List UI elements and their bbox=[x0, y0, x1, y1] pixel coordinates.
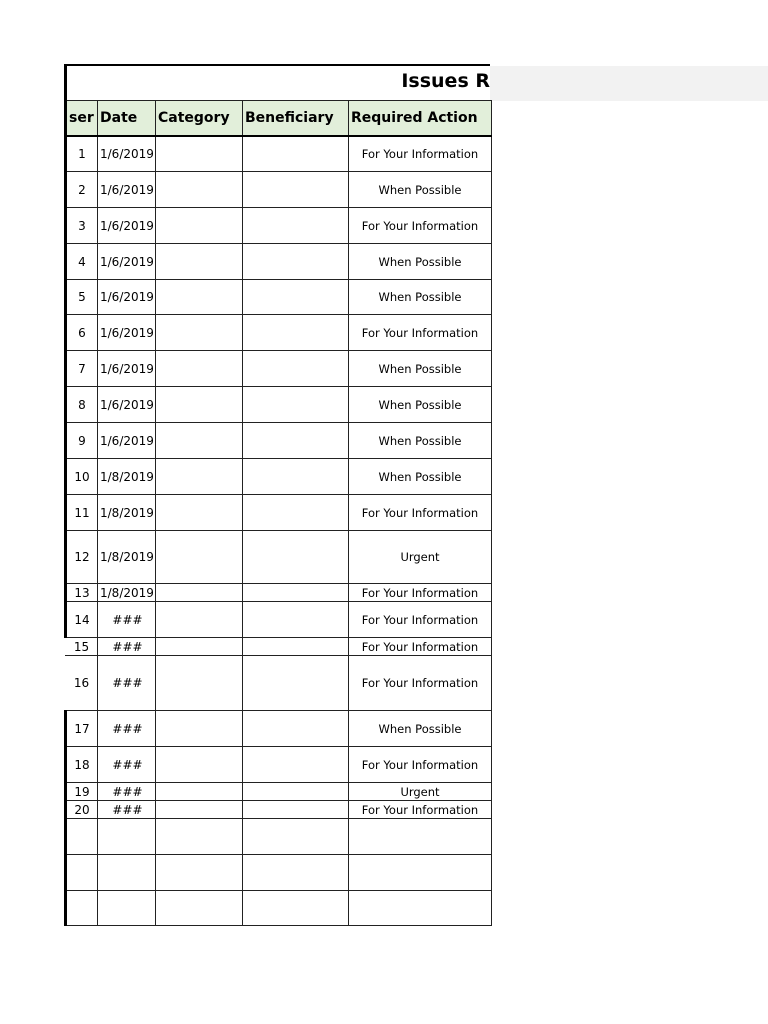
cell-category[interactable] bbox=[156, 351, 243, 387]
cell-category[interactable] bbox=[156, 387, 243, 423]
cell-required-action[interactable]: For Your Information bbox=[349, 656, 492, 711]
cell-beneficiary[interactable] bbox=[243, 531, 349, 584]
cell-beneficiary[interactable] bbox=[243, 351, 349, 387]
cell-date[interactable]: 1/6/2019 bbox=[98, 244, 156, 280]
table-row bbox=[66, 891, 492, 926]
cell-required-action[interactable] bbox=[349, 819, 492, 855]
table-row bbox=[66, 172, 492, 208]
issues-table bbox=[64, 100, 492, 926]
cell-required-action[interactable]: For Your Information bbox=[349, 747, 492, 783]
cell-category[interactable] bbox=[156, 783, 243, 801]
cell-required-action[interactable] bbox=[349, 891, 492, 926]
table-row bbox=[66, 459, 492, 495]
cell-beneficiary[interactable] bbox=[243, 280, 349, 315]
cell-ser[interactable]: 20 bbox=[66, 801, 98, 819]
cell-ser[interactable]: 10 bbox=[66, 459, 98, 495]
cell-date[interactable] bbox=[98, 891, 156, 926]
cell-date[interactable]: ### bbox=[98, 638, 156, 656]
header-beneficiary[interactable]: Beneficiary bbox=[243, 101, 349, 136]
cell-date[interactable]: ### bbox=[98, 711, 156, 747]
cell-ser[interactable]: 4 bbox=[66, 244, 98, 280]
cell-ser[interactable]: 9 bbox=[66, 423, 98, 459]
cell-ser[interactable]: 17 bbox=[66, 711, 98, 747]
cell-beneficiary[interactable] bbox=[243, 711, 349, 747]
cell-category[interactable] bbox=[156, 656, 243, 711]
table-row bbox=[66, 280, 492, 315]
cell-required-action[interactable]: For Your Information bbox=[349, 638, 492, 656]
cell-ser[interactable]: 2 bbox=[66, 172, 98, 208]
cell-ser[interactable]: 18 bbox=[66, 747, 98, 783]
cell-date[interactable]: 1/6/2019 bbox=[98, 136, 156, 172]
cell-beneficiary[interactable] bbox=[243, 747, 349, 783]
cell-date[interactable]: 1/8/2019 bbox=[98, 584, 156, 602]
table-row bbox=[66, 351, 492, 387]
table-row bbox=[66, 315, 492, 351]
cell-category[interactable] bbox=[156, 459, 243, 495]
cell-category[interactable] bbox=[156, 136, 243, 172]
sheet-title: Issues R bbox=[401, 70, 490, 92]
cell-beneficiary[interactable] bbox=[243, 172, 349, 208]
cell-required-action[interactable]: For Your Information bbox=[349, 801, 492, 819]
table-row bbox=[66, 208, 492, 244]
cell-ser[interactable] bbox=[66, 891, 98, 926]
cell-ser[interactable]: 7 bbox=[66, 351, 98, 387]
cell-date[interactable]: ### bbox=[98, 801, 156, 819]
cell-category[interactable] bbox=[156, 638, 243, 656]
cell-ser[interactable]: 13 bbox=[66, 584, 98, 602]
cell-date[interactable] bbox=[98, 819, 156, 855]
cell-required-action[interactable]: When Possible bbox=[349, 423, 492, 459]
cell-date[interactable]: 1/6/2019 bbox=[98, 423, 156, 459]
cell-ser[interactable]: 11 bbox=[66, 495, 98, 531]
cell-category[interactable] bbox=[156, 819, 243, 855]
table-row bbox=[66, 783, 492, 801]
cell-ser[interactable]: 6 bbox=[66, 315, 98, 351]
cell-ser[interactable]: 5 bbox=[66, 280, 98, 315]
cell-category[interactable] bbox=[156, 244, 243, 280]
cell-category[interactable] bbox=[156, 855, 243, 891]
cell-date[interactable]: 1/6/2019 bbox=[98, 315, 156, 351]
cell-required-action[interactable]: When Possible bbox=[349, 459, 492, 495]
cell-required-action[interactable]: When Possible bbox=[349, 172, 492, 208]
cell-category[interactable] bbox=[156, 584, 243, 602]
cell-beneficiary[interactable] bbox=[243, 584, 349, 602]
table-row bbox=[66, 819, 492, 855]
cell-beneficiary[interactable] bbox=[243, 801, 349, 819]
cell-required-action[interactable]: For Your Information bbox=[349, 315, 492, 351]
header-date[interactable]: Date bbox=[98, 101, 156, 136]
cell-ser[interactable]: 15 bbox=[66, 638, 98, 656]
header-row bbox=[66, 101, 492, 136]
cell-beneficiary[interactable] bbox=[243, 423, 349, 459]
cell-category[interactable] bbox=[156, 747, 243, 783]
cell-required-action[interactable]: For Your Information bbox=[349, 602, 492, 638]
table-row bbox=[66, 656, 492, 711]
cell-required-action[interactable]: When Possible bbox=[349, 351, 492, 387]
cell-required-action[interactable] bbox=[349, 855, 492, 891]
cell-date[interactable]: 1/6/2019 bbox=[98, 351, 156, 387]
table-row bbox=[66, 855, 492, 891]
cell-ser[interactable]: 3 bbox=[66, 208, 98, 244]
table-row bbox=[66, 801, 492, 819]
cell-required-action[interactable]: When Possible bbox=[349, 244, 492, 280]
cell-category[interactable] bbox=[156, 280, 243, 315]
cell-date[interactable]: 1/6/2019 bbox=[98, 208, 156, 244]
cell-date[interactable]: ### bbox=[98, 656, 156, 711]
table-row bbox=[66, 584, 492, 602]
table-row bbox=[66, 602, 492, 638]
cell-category[interactable] bbox=[156, 315, 243, 351]
cell-category[interactable] bbox=[156, 423, 243, 459]
cell-beneficiary[interactable] bbox=[243, 855, 349, 891]
cell-beneficiary[interactable] bbox=[243, 459, 349, 495]
cell-ser[interactable]: 12 bbox=[66, 531, 98, 584]
table-row bbox=[66, 638, 492, 656]
cell-beneficiary[interactable] bbox=[243, 891, 349, 926]
cell-required-action[interactable]: When Possible bbox=[349, 711, 492, 747]
header-ser[interactable]: ser bbox=[66, 101, 98, 136]
cell-date[interactable] bbox=[98, 855, 156, 891]
cell-beneficiary[interactable] bbox=[243, 315, 349, 351]
header-category[interactable]: Category bbox=[156, 101, 243, 136]
cell-category[interactable] bbox=[156, 172, 243, 208]
cell-required-action[interactable]: When Possible bbox=[349, 387, 492, 423]
cell-required-action[interactable]: When Possible bbox=[349, 280, 492, 315]
cell-category[interactable] bbox=[156, 602, 243, 638]
title-cell[interactable] bbox=[64, 64, 490, 100]
cell-required-action[interactable]: Urgent bbox=[349, 531, 492, 584]
cell-required-action[interactable]: For Your Information bbox=[349, 495, 492, 531]
cell-date[interactable]: 1/8/2019 bbox=[98, 459, 156, 495]
cell-beneficiary[interactable] bbox=[243, 783, 349, 801]
table-row bbox=[66, 495, 492, 531]
table-row bbox=[66, 423, 492, 459]
cell-beneficiary[interactable] bbox=[243, 495, 349, 531]
table-body bbox=[66, 136, 492, 926]
cell-category[interactable] bbox=[156, 891, 243, 926]
cell-date[interactable]: ### bbox=[98, 602, 156, 638]
cell-beneficiary[interactable] bbox=[243, 656, 349, 711]
cell-category[interactable] bbox=[156, 711, 243, 747]
table-row bbox=[66, 711, 492, 747]
cell-category[interactable] bbox=[156, 531, 243, 584]
cell-beneficiary[interactable] bbox=[243, 387, 349, 423]
table-row bbox=[66, 387, 492, 423]
cell-ser[interactable]: 16 bbox=[66, 656, 98, 711]
cell-date[interactable]: 1/6/2019 bbox=[98, 172, 156, 208]
cell-ser[interactable]: 1 bbox=[66, 136, 98, 172]
cell-required-action[interactable]: For Your Information bbox=[349, 136, 492, 172]
cell-beneficiary[interactable] bbox=[243, 602, 349, 638]
table-row bbox=[66, 244, 492, 280]
cell-date[interactable]: ### bbox=[98, 783, 156, 801]
title-band bbox=[490, 66, 768, 101]
cell-ser[interactable] bbox=[66, 819, 98, 855]
cell-required-action[interactable]: For Your Information bbox=[349, 584, 492, 602]
cell-category[interactable] bbox=[156, 495, 243, 531]
table-row bbox=[66, 747, 492, 783]
cell-date[interactable]: 1/8/2019 bbox=[98, 495, 156, 531]
cell-beneficiary[interactable] bbox=[243, 638, 349, 656]
cell-beneficiary[interactable] bbox=[243, 208, 349, 244]
header-required-action[interactable]: Required Action bbox=[349, 101, 492, 136]
cell-category[interactable] bbox=[156, 801, 243, 819]
cell-ser[interactable]: 19 bbox=[66, 783, 98, 801]
cell-required-action[interactable]: Urgent bbox=[349, 783, 492, 801]
cell-date[interactable]: 1/8/2019 bbox=[98, 531, 156, 584]
cell-ser[interactable] bbox=[66, 855, 98, 891]
cell-beneficiary[interactable] bbox=[243, 136, 349, 172]
cell-date[interactable]: ### bbox=[98, 747, 156, 783]
cell-ser[interactable]: 8 bbox=[66, 387, 98, 423]
cell-date[interactable]: 1/6/2019 bbox=[98, 387, 156, 423]
table-row bbox=[66, 531, 492, 584]
cell-category[interactable] bbox=[156, 208, 243, 244]
cell-beneficiary[interactable] bbox=[243, 819, 349, 855]
cell-ser[interactable]: 14 bbox=[66, 602, 98, 638]
table-row bbox=[66, 136, 492, 172]
cell-date[interactable]: 1/6/2019 bbox=[98, 280, 156, 315]
cell-beneficiary[interactable] bbox=[243, 244, 349, 280]
cell-required-action[interactable]: For Your Information bbox=[349, 208, 492, 244]
